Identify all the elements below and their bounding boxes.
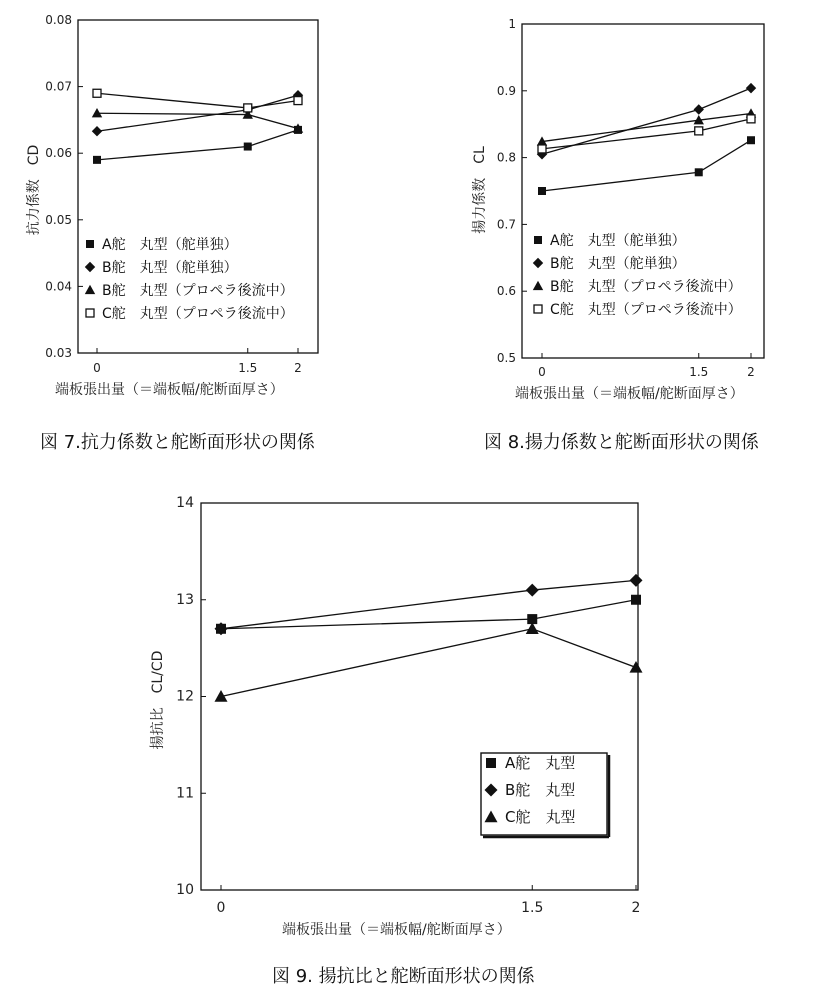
chart3-series-line-3 bbox=[221, 629, 636, 697]
chart2-y-tick-label: 0.6 bbox=[496, 284, 516, 299]
chart1-legend-marker-3 bbox=[85, 285, 95, 294]
chart2-x-tick-label: 0 bbox=[538, 365, 546, 379]
chart2-legend-label-4: C舵 丸型（プロペラ後流中） bbox=[550, 302, 742, 318]
chart3-series-line-1 bbox=[221, 600, 636, 629]
chart2-legend-label-3: B舵 丸型（プロペラ後流中） bbox=[550, 279, 742, 295]
chart3-series-line-2 bbox=[221, 580, 636, 628]
chart2-x-tick-label: 2 bbox=[747, 365, 755, 379]
chart1-series-4-point bbox=[244, 104, 252, 112]
chart2-y-tick-label: 0.9 bbox=[496, 83, 516, 98]
chart2-series-4-point bbox=[747, 115, 755, 123]
chart2-legend-label-2: B舵 丸型（舵単独） bbox=[550, 256, 686, 272]
chart1-legend-marker-4 bbox=[86, 309, 94, 317]
chart1-y-axis-label: 抗力係数 CD bbox=[26, 144, 42, 236]
chart2-series-2-point bbox=[694, 104, 704, 114]
chart1-series-1-point bbox=[93, 156, 101, 164]
chart1-y-tick-label: 0.06 bbox=[45, 146, 72, 161]
chart2-legend-marker-3 bbox=[533, 281, 543, 290]
chart1-y-tick-label: 0.03 bbox=[45, 346, 72, 360]
chart3-y-tick-label: 12 bbox=[176, 688, 194, 705]
chart2-legend-marker-2 bbox=[533, 258, 543, 268]
chart1-y-tick-label: 0.07 bbox=[45, 79, 72, 94]
chart-lift-coefficient bbox=[471, 17, 764, 453]
chart3-legend-label-3: C舵 丸型 bbox=[505, 808, 576, 826]
chart1-legend-label-2: B舵 丸型（舵単独） bbox=[102, 260, 238, 276]
chart3-series-3-point bbox=[630, 661, 643, 673]
chart3-series-1-point bbox=[631, 595, 641, 605]
chart1-x-tick-label: 2 bbox=[294, 361, 302, 375]
chart1-caption: 図 7.抗力係数と舵断面形状の関係 bbox=[40, 432, 315, 453]
chart3-x-tick-label: 2 bbox=[631, 900, 641, 916]
chart1-series-1-point bbox=[244, 143, 252, 151]
chart1-legend-label-4: C舵 丸型（プロペラ後流中） bbox=[102, 306, 294, 322]
chart2-legend-label-1: A舵 丸型（舵単独） bbox=[550, 233, 686, 249]
chart2-caption: 図 8.揚力係数と舵断面形状の関係 bbox=[484, 432, 759, 453]
chart1-series-line-1 bbox=[97, 130, 298, 160]
chart2-series-line-1 bbox=[542, 140, 751, 191]
chart2-y-tick-label: 1 bbox=[508, 17, 516, 31]
chart-lift-drag-ratio bbox=[149, 495, 643, 987]
chart1-x-tick-label: 0 bbox=[93, 361, 101, 375]
chart1-series-line-4 bbox=[97, 93, 298, 108]
chart2-series-2-point bbox=[746, 83, 756, 93]
chart2-y-tick-label: 0.7 bbox=[496, 217, 516, 232]
chart2-series-4-point bbox=[538, 145, 546, 153]
chart1-y-tick-label: 0.08 bbox=[45, 13, 72, 27]
chart2-series-1-point bbox=[747, 136, 755, 144]
chart3-x-axis-label: 端板張出量（＝端板幅/舵断面厚さ） bbox=[282, 922, 511, 938]
chart1-series-line-3 bbox=[97, 113, 298, 128]
chart1-x-tick-label: 1.5 bbox=[238, 361, 258, 375]
chart3-series-2-point bbox=[526, 584, 539, 597]
chart3-y-tick-label: 13 bbox=[176, 591, 194, 608]
chart1-legend-marker-2 bbox=[85, 262, 95, 272]
chart3-x-tick-label: 0 bbox=[216, 900, 226, 916]
chart2-series-4-point bbox=[695, 127, 703, 135]
chart1-y-tick-label: 0.05 bbox=[45, 212, 72, 227]
chart1-legend-marker-1 bbox=[86, 240, 94, 248]
chart3-series-2-point bbox=[630, 574, 643, 587]
chart1-legend-label-3: B舵 丸型（プロペラ後流中） bbox=[102, 283, 294, 299]
chart1-plot-frame bbox=[78, 20, 318, 353]
chart2-y-axis-label: 揚力係数 CL bbox=[472, 146, 488, 234]
chart2-series-1-point bbox=[695, 168, 703, 176]
chart3-y-tick-label: 10 bbox=[176, 882, 194, 898]
chart3-legend-label-1: A舵 丸型 bbox=[505, 754, 576, 772]
chart2-y-tick-label: 0.8 bbox=[496, 150, 516, 165]
chart3-y-tick-label: 11 bbox=[176, 785, 194, 802]
chart2-y-tick-label: 0.5 bbox=[496, 351, 516, 365]
chart2-series-line-4 bbox=[542, 119, 751, 149]
chart2-x-tick-label: 1.5 bbox=[689, 365, 709, 379]
chart3-y-tick-label: 14 bbox=[176, 495, 194, 511]
chart1-x-axis-label: 端板張出量（＝端板幅/舵断面厚さ） bbox=[55, 382, 284, 398]
chart2-series-line-2 bbox=[542, 88, 751, 154]
chart1-legend-label-1: A舵 丸型（舵単独） bbox=[102, 237, 238, 253]
chart1-series-2-point bbox=[92, 126, 102, 136]
chart3-x-tick-label: 1.5 bbox=[521, 900, 544, 916]
chart1-series-4-point bbox=[93, 89, 101, 97]
chart2-legend-marker-1 bbox=[534, 236, 542, 244]
chart2-series-1-point bbox=[538, 187, 546, 195]
chart-drag-coefficient bbox=[25, 13, 318, 453]
chart2-legend-marker-4 bbox=[534, 305, 542, 313]
chart2-x-axis-label: 端板張出量（＝端板幅/舵断面厚さ） bbox=[515, 386, 744, 402]
chart1-y-tick-label: 0.04 bbox=[45, 279, 72, 294]
chart3-caption: 図 9. 揚抗比と舵断面形状の関係 bbox=[272, 966, 535, 987]
chart1-series-4-point bbox=[294, 97, 302, 105]
chart3-legend-label-2: B舵 丸型 bbox=[505, 781, 576, 799]
chart3-y-axis-label: 揚抗比 CL/CD bbox=[150, 650, 166, 750]
chart3-legend-marker-1 bbox=[486, 758, 496, 768]
